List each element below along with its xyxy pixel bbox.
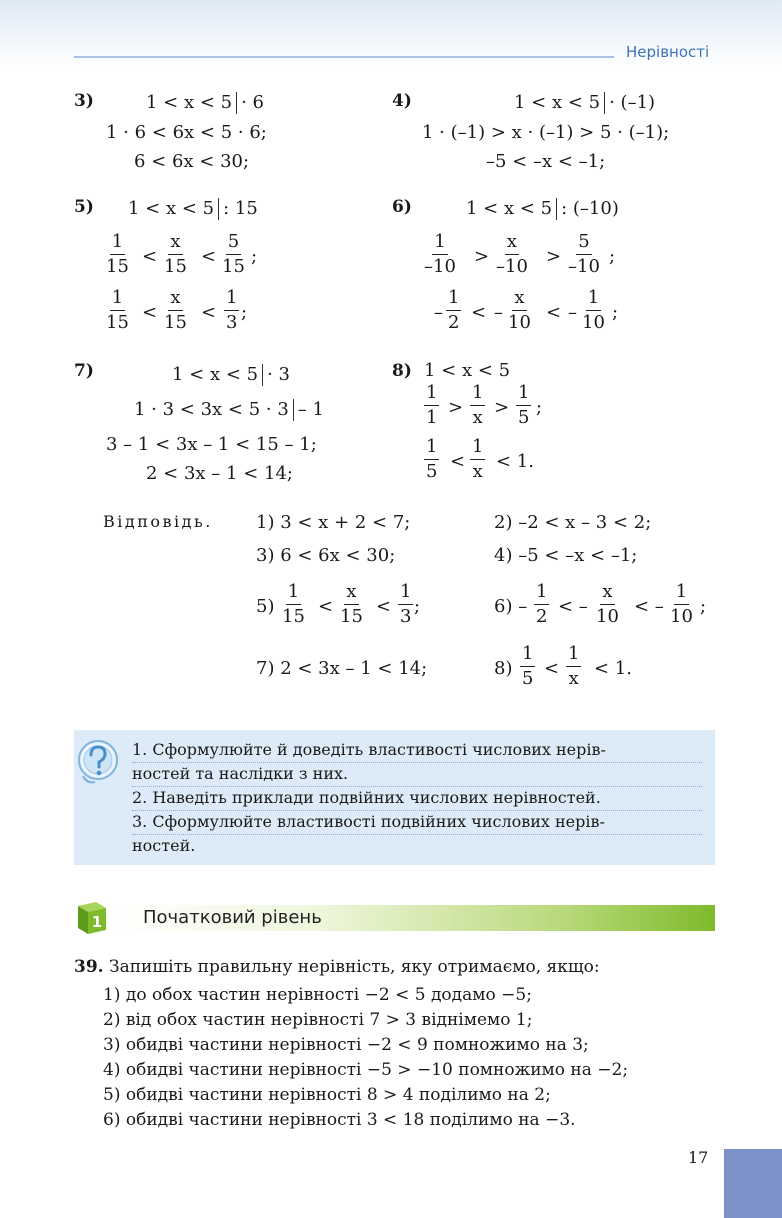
fraction: $\frac{x}{15}$ [164, 287, 187, 333]
operator: < [546, 302, 562, 323]
operator: < [376, 596, 392, 617]
fraction: $\frac{x}{-10}$ [496, 231, 528, 277]
operator: < [201, 302, 217, 323]
minus-sign: – [434, 302, 443, 323]
answer-6-number: 6) – [494, 596, 528, 617]
fraction: $\frac{1}{-10}$ [424, 231, 456, 277]
header-rule [74, 56, 614, 58]
fraction: $\frac{1}{x}$ [472, 382, 484, 428]
solution-6-line1: 1 < x < 5 : (–10) [466, 198, 619, 219]
semicolon: ; [536, 397, 543, 418]
solution-8-line1: 1 < x < 5 [424, 360, 511, 381]
fraction: $\frac{1}{x}$ [568, 643, 580, 689]
operator: < [142, 246, 158, 267]
solution-7-number: 7) [74, 361, 94, 381]
fraction: $\frac{1}{5}$ [518, 382, 530, 428]
answer-1: 1) 3 < x + 2 < 7; [256, 512, 411, 533]
fraction: $\frac{1}{2}$ [536, 581, 548, 627]
operator: > [546, 246, 562, 267]
question-1a: 1. Сформулюйте й доведіть властивості числових нерів- [132, 738, 702, 763]
solution-3-number: 3) [74, 91, 94, 111]
operator: < [142, 302, 158, 323]
answer-8-number: 8) [494, 658, 513, 679]
inequality-tail: < 1. [594, 658, 632, 679]
level-badge-number: 1 [91, 913, 103, 931]
semicolon: ; [612, 302, 619, 323]
operator: > [474, 246, 490, 267]
inequality-tail: < 1. [496, 451, 534, 472]
answer-4: 4) –5 < –x < –1; [494, 545, 638, 566]
task-intro-text: Запишіть правильну нерівність, яку отримаємо, якщо: [108, 957, 600, 977]
solution-3-line2: 1 · 6 < 6x < 5 · 6; [106, 122, 267, 143]
task-item: 6) обидві частини нерівності 3 < 18 поділимо на −3. [103, 1110, 576, 1130]
fraction: $\frac{x}{10}$ [508, 287, 531, 333]
question-icon [77, 738, 119, 786]
task-item: 3) обидві частини нерівності −2 < 9 помножимо на 3; [103, 1035, 589, 1055]
fraction: $\frac{1}{2}$ [448, 287, 460, 333]
minus-sign: – [568, 302, 577, 323]
fraction: $\frac{1}{5}$ [522, 643, 534, 689]
operator: < [450, 451, 466, 472]
fraction: $\frac{1}{5}$ [426, 436, 438, 482]
answer-7: 7) 2 < 3x – 1 < 14; [256, 658, 428, 679]
question-3b: ностей. [132, 836, 196, 855]
semicolon: ; [414, 596, 421, 617]
solution-3-line3: 6 < 6x < 30; [134, 151, 250, 172]
semicolon: ; [609, 246, 616, 267]
operator: < [201, 246, 217, 267]
fraction: $\frac{1}{15}$ [106, 287, 129, 333]
solution-6-number: 6) [392, 197, 412, 217]
task-item: 2) від обох частин нерівності 7 > 3 віднімемо 1; [103, 1010, 533, 1030]
fraction: $\frac{1}{x}$ [472, 436, 484, 482]
solution-7-line3: 3 – 1 < 3x – 1 < 15 – 1; [106, 434, 317, 455]
fraction: $\frac{1}{3}$ [226, 287, 238, 333]
fraction: $\frac{x}{10}$ [596, 581, 619, 627]
solution-3-line1: 1 < x < 5 · 6 [146, 92, 265, 113]
solution-4-line2: 1 · (–1) > x · (–1) > 5 · (–1); [422, 122, 670, 143]
level-cube-icon [74, 898, 110, 936]
fraction: $\frac{x}{15}$ [164, 231, 187, 277]
fraction: $\frac{1}{15}$ [282, 581, 305, 627]
semicolon: ; [251, 246, 258, 267]
fraction: $\frac{1}{10}$ [670, 581, 693, 627]
task-number: 39. [74, 957, 104, 977]
semicolon: ; [241, 302, 248, 323]
solution-4-line1: 1 < x < 5 · (–1) [514, 92, 656, 113]
fraction: $\frac{5}{15}$ [222, 231, 245, 277]
fraction: $\frac{1}{1}$ [426, 382, 438, 428]
operator: < [471, 302, 487, 323]
page-number: 17 [688, 1148, 709, 1167]
operator: > [448, 397, 464, 418]
task-item: 5) обидві частини нерівності 8 > 4 поділимо на 2; [103, 1085, 551, 1105]
solution-5-line1: 1 < x < 5 : 15 [128, 198, 258, 219]
level-title: Початковий рівень [143, 907, 322, 928]
solution-7-line2: 1 · 3 < 3x < 5 · 3 – 1 [134, 399, 324, 420]
solution-5-number: 5) [74, 197, 94, 217]
solution-4-number: 4) [392, 91, 412, 111]
running-header: Нерівності [626, 43, 710, 61]
solution-7-line1: 1 < x < 5 · 3 [172, 364, 291, 385]
minus-sign: – [494, 302, 503, 323]
fraction: $\frac{x}{15}$ [340, 581, 363, 627]
answer-2: 2) –2 < x – 3 < 2; [494, 512, 652, 533]
solution-7-line4: 2 < 3x – 1 < 14; [146, 463, 293, 484]
fraction: $\frac{1}{3}$ [400, 581, 412, 627]
fraction: $\frac{5}{-10}$ [568, 231, 600, 277]
operator: < – [634, 596, 664, 617]
task-item: 4) обидві частини нерівності −5 > −10 помножимо на −2; [103, 1060, 629, 1080]
question-2: 2. Наведіть приклади подвійних числових нерівностей. [132, 786, 702, 811]
solution-4-line3: –5 < –x < –1; [486, 151, 606, 172]
semicolon: ; [700, 596, 707, 617]
task-39-intro [74, 955, 600, 979]
operator: < [318, 596, 334, 617]
answer-label: Відповідь. [103, 512, 213, 531]
fraction: $\frac{1}{15}$ [106, 231, 129, 277]
fraction: $\frac{1}{10}$ [582, 287, 605, 333]
question-3a: 3. Сформулюйте властивості подвійних числових нерів- [132, 810, 702, 835]
operator: > [494, 397, 510, 418]
answer-5-number: 5) [256, 596, 275, 617]
page-corner-tab [724, 1149, 782, 1218]
solution-8-number: 8) [392, 361, 412, 381]
question-1b: ностей та наслідки з них. [132, 762, 702, 787]
answer-3: 3) 6 < 6x < 30; [256, 545, 396, 566]
operator: < [544, 658, 560, 679]
task-item: 1) до обох частин нерівності −2 < 5 додамо −5; [103, 985, 532, 1005]
operator: < – [558, 596, 588, 617]
